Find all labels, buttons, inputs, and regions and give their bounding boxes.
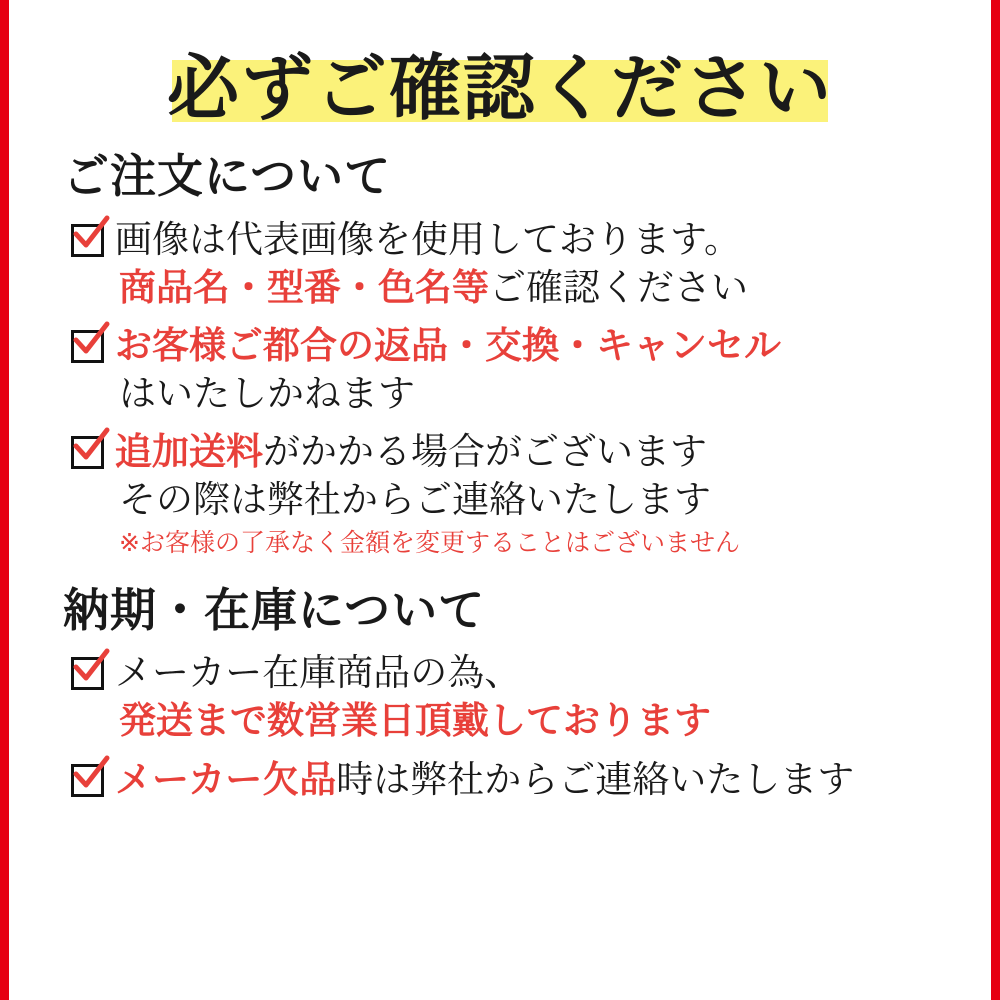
page-title-text: 必ずご確認ください — [166, 46, 833, 130]
notice-line-highlight: 商品名・型番・色名等 — [119, 265, 489, 309]
notice-line — [115, 756, 963, 804]
notice-line — [115, 264, 963, 312]
notice-content — [9, 0, 991, 1000]
notice-line — [115, 322, 963, 370]
right-red-bar — [991, 0, 1000, 1000]
checkbox-checked-icon — [69, 222, 109, 262]
section-heading-delivery: 納期・在庫について — [63, 582, 486, 637]
notice-line-text: ご確認ください — [489, 265, 748, 309]
notice-item-lines — [115, 428, 963, 560]
checkbox-checked-icon — [69, 434, 109, 474]
notice-line-highlight: お客様ご都合の返品・交換・キャンセル — [115, 323, 781, 367]
notice-item-lines — [115, 756, 963, 804]
notice-line — [115, 649, 963, 697]
notice-line — [115, 370, 963, 418]
notice-line — [115, 216, 963, 264]
checkbox-checked-icon — [69, 328, 109, 368]
notice-subnote: ※お客様の了承なく金額を変更することはございません — [119, 528, 740, 558]
notice-item-lines — [115, 216, 963, 312]
notice-item-lines — [115, 322, 963, 418]
notice-line — [115, 428, 963, 476]
notice-item — [69, 322, 963, 418]
notice-line-text: メーカー在庫商品の為、 — [115, 651, 522, 695]
notice-line-text: 画像は代表画像を使用しております。 — [115, 217, 742, 261]
notice-line — [115, 697, 963, 745]
notice-line-text: 時は弊社からご連絡いたします — [336, 757, 855, 801]
section-heading-order: ご注文について — [63, 149, 392, 203]
left-red-bar — [0, 0, 9, 1000]
checkbox-checked-icon — [69, 655, 109, 695]
notice-item — [69, 756, 963, 804]
notice-item — [69, 428, 963, 560]
notice-item-lines — [115, 649, 963, 745]
notice-line-highlight: 発送まで数営業日頂戴しております — [119, 699, 711, 743]
notice-item — [69, 216, 963, 312]
notice-line-text: がかかる場合がございます — [263, 429, 707, 473]
page-title — [37, 34, 963, 142]
notice-line — [115, 476, 963, 524]
notice-line-text: その際は弊社からご連絡いたします — [119, 477, 711, 521]
notice-line-text: はいたしかねます — [119, 371, 415, 415]
notice-line-highlight: 追加送料 — [115, 429, 263, 473]
notice-line-highlight: メーカー欠品 — [115, 757, 337, 801]
notice-item — [69, 649, 963, 745]
checkbox-checked-icon — [69, 762, 109, 802]
